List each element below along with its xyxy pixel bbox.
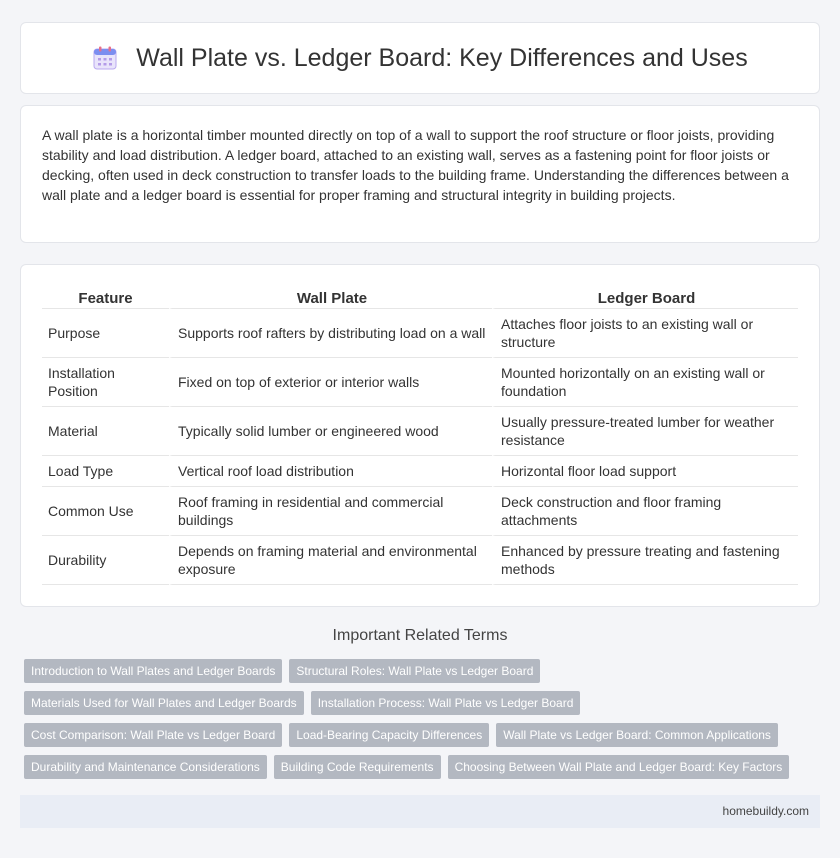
table-cell-ledger-board: Enhanced by pressure treating and fastening methods: [492, 536, 798, 585]
tag-row: [24, 755, 816, 779]
tag-row: [24, 691, 816, 715]
table-cell-feature: Load Type: [42, 456, 169, 487]
table-cell-wall-plate: Roof framing in residential and commercial buildings: [169, 487, 492, 536]
table-cell-wall-plate: Typically solid lumber or engineered wood: [169, 407, 492, 456]
related-term-link[interactable]: Durability and Maintenance Considerations: [24, 755, 267, 779]
table-row: [42, 358, 798, 407]
table-cell-wall-plate: Vertical roof load distribution: [169, 456, 492, 487]
related-term-link[interactable]: Building Code Requirements: [274, 755, 441, 779]
table-header-row: [42, 283, 798, 309]
table-cell-wall-plate: Supports roof rafters by distributing load on a wall: [169, 309, 492, 358]
table-cell-ledger-board: Usually pressure-treated lumber for weather resistance: [492, 407, 798, 456]
column-header-ledger-board: Ledger Board: [492, 283, 798, 309]
comparison-table: [42, 283, 798, 585]
table-row: [42, 536, 798, 585]
related-term-link[interactable]: Cost Comparison: Wall Plate vs Ledger Board: [24, 723, 282, 747]
page-title: Wall Plate vs. Ledger Board: Key Differences and Uses: [136, 43, 748, 72]
table-cell-feature: Durability: [42, 536, 169, 585]
related-term-link[interactable]: Wall Plate vs Ledger Board: Common Applications: [496, 723, 778, 747]
table-cell-wall-plate: Depends on framing material and environmental exposure: [169, 536, 492, 585]
table-cell-feature: Material: [42, 407, 169, 456]
related-term-link[interactable]: Choosing Between Wall Plate and Ledger Board: Key Factors: [448, 755, 790, 779]
table-cell-feature: Purpose: [42, 309, 169, 358]
table-row: [42, 487, 798, 536]
table-cell-ledger-board: Horizontal floor load support: [492, 456, 798, 487]
table-cell-ledger-board: Deck construction and floor framing attachments: [492, 487, 798, 536]
footer-site-link[interactable]: homebuildy.com: [722, 804, 809, 818]
calendar-icon: [92, 45, 118, 71]
table-cell-wall-plate: Fixed on top of exterior or interior walls: [169, 358, 492, 407]
tag-row: [24, 659, 816, 683]
column-header-wall-plate: Wall Plate: [169, 283, 492, 309]
related-term-link[interactable]: Structural Roles: Wall Plate vs Ledger Board: [289, 659, 540, 683]
column-header-feature: Feature: [42, 283, 169, 309]
header-card: [20, 22, 820, 94]
intro-text: A wall plate is a horizontal timber mounted directly on top of a wall to support the roof structure or floor joists, providing stability and load distribution. A ledger board, attached to an existing wall, serves as a fastening point for floor joists or decking, often used in deck construction to transfer loads to the building frame. Understanding the differences between a wall plate and a ledger board is essential for proper framing and structural integrity in building projects.: [42, 127, 789, 203]
table-cell-ledger-board: Mounted horizontally on an existing wall or foundation: [492, 358, 798, 407]
related-term-link[interactable]: Introduction to Wall Plates and Ledger Boards: [24, 659, 282, 683]
related-term-link[interactable]: Load-Bearing Capacity Differences: [289, 723, 489, 747]
table-cell-ledger-board: Attaches floor joists to an existing wall or structure: [492, 309, 798, 358]
tag-row: [24, 723, 816, 747]
table-cell-feature: Common Use: [42, 487, 169, 536]
related-terms-title: Important Related Terms: [332, 627, 508, 644]
table-row: [42, 309, 798, 358]
related-terms-list: [24, 659, 816, 787]
table-row: [42, 407, 798, 456]
footer: [20, 795, 820, 828]
table-cell-feature: Installation Position: [42, 358, 169, 407]
table-row: [42, 456, 798, 487]
related-term-link[interactable]: Installation Process: Wall Plate vs Ledger Board: [311, 691, 581, 715]
intro-card: [20, 105, 820, 243]
related-term-link[interactable]: Materials Used for Wall Plates and Ledger Boards: [24, 691, 304, 715]
comparison-table-card: [20, 264, 820, 607]
